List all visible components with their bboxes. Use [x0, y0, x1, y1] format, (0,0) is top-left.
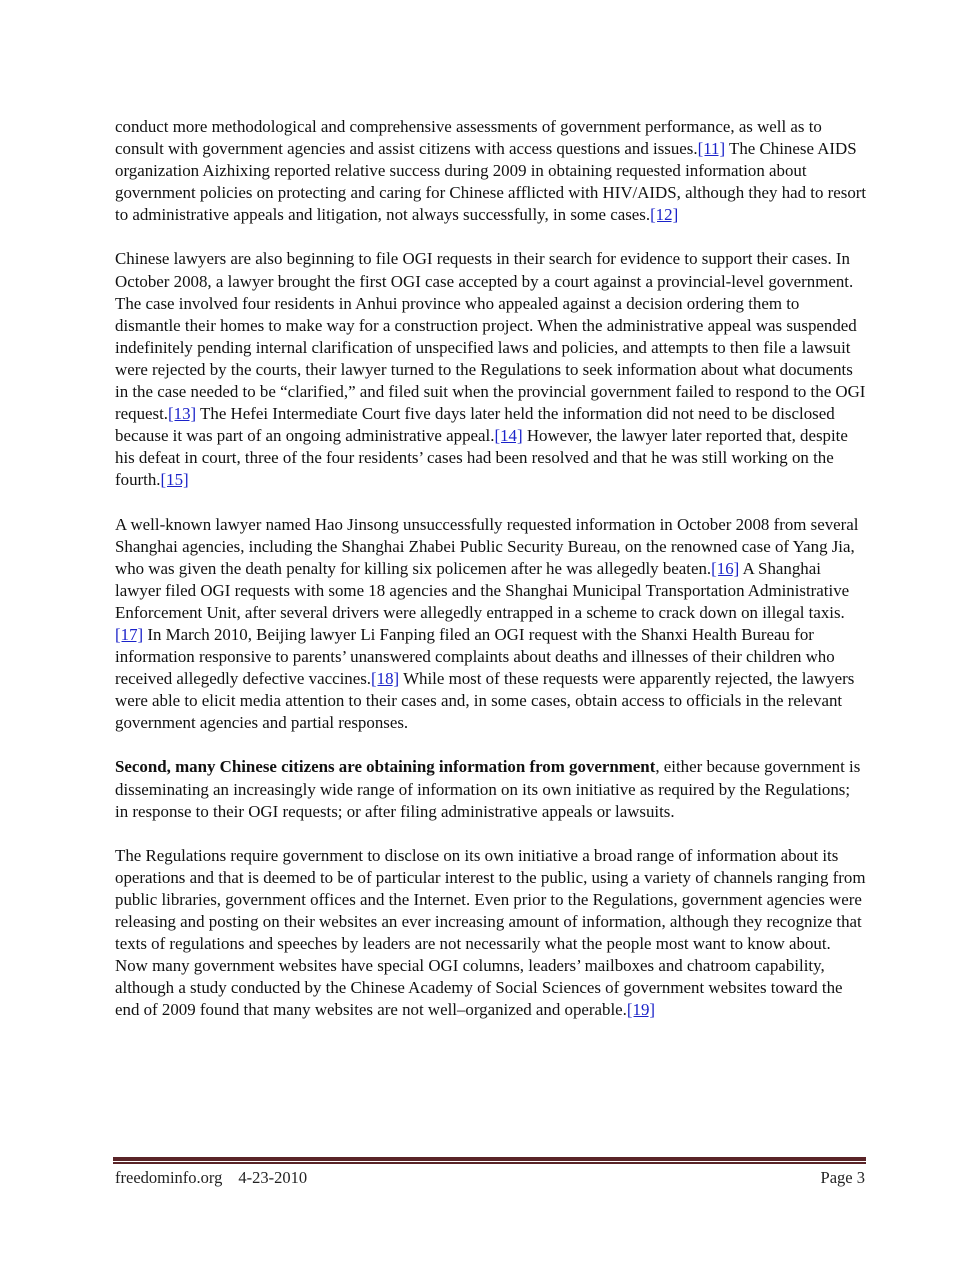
footnote-link[interactable]: [15]: [160, 470, 189, 490]
footnote-link[interactable]: [17]: [115, 624, 144, 644]
bold-lead-text: Second, many Chinese citizens are obtaining information from government: [115, 757, 656, 777]
footer-rule: [113, 1157, 866, 1164]
footnote-link[interactable]: [11]: [697, 139, 726, 159]
text-run: However, the lawyer later reported that, despite his defeat in court, three of the four residents’ cases had been resolved and that he was still working on the fourth.: [115, 426, 848, 490]
page-footer: [115, 1168, 865, 1190]
footnote-link[interactable]: [12]: [650, 205, 679, 225]
body-text: [115, 116, 867, 1043]
text-run: A Shanghai lawyer filed OGI requests with some 18 agencies and the Shanghai Municipal Transportation Administrative Enforcement Unit, after several drivers were allegedly entrapped in a scheme to crack down on illegal taxis.: [115, 558, 850, 622]
footer-rule-thick: [113, 1157, 866, 1161]
footnote-link[interactable]: [13]: [168, 404, 197, 424]
footnote-link[interactable]: [18]: [371, 669, 400, 689]
text-run: While most of these requests were apparently rejected, the lawyers were able to elicit media attention to their cases and, in some cases, obtain access to officials in the relevant government agencies and partial responses.: [115, 669, 855, 733]
footer-date: 4-23-2010: [238, 1168, 308, 1187]
paragraph: [115, 756, 867, 822]
footer-left: [115, 1168, 307, 1188]
footer-site: freedominfo.org: [115, 1168, 223, 1187]
text-run: The Regulations require government to disclose on its own initiative a broad range of information about its operations and that is deemed to be of particular interest to the public, using a variety of channels ranging from public libraries, government offices and the Internet. Even prior to the Regulations, government agencies were releasing and posting on their websites an ever increasing amount of information, although they recognize that texts of regulations and speeches by leaders are not necessarily what the people most want to know about. Now many government websites have special OGI columns, leaders’ mailboxes and chatroom capability, although a study conducted by the Chinese Academy of Social Sciences of government websites toward the end of 2009 found that many websites are not well–organized and operable.: [115, 845, 866, 1020]
paragraph: [115, 514, 867, 735]
text-run: , either because government is disseminating an increasingly wide range of information on its own initiative as required by the Regulations; in response to their OGI requests; or after filing administrative appeals or lawsuits.: [115, 757, 861, 821]
paragraph: [115, 845, 867, 1022]
paragraph: [115, 116, 867, 226]
footer-page-number: Page 3: [820, 1168, 865, 1187]
text-run: A well-known lawyer named Hao Jinsong unsuccessfully requested information in October 2008 from several Shanghai agencies, including the Shanghai Zhabei Public Security Bureau, on the renowned case of Yang Jia, who was given the death penalty for killing six policemen after he was allegedly beaten.: [115, 514, 859, 578]
text-run: The Hefei Intermediate Court five days later held the information did not need to be disclosed because it was part of an ongoing administrative appeal.: [115, 404, 835, 446]
footer-rule-thin: [113, 1162, 866, 1164]
footnote-link[interactable]: [16]: [711, 558, 740, 578]
paragraph: [115, 248, 867, 491]
text-run: Chinese lawyers are also beginning to file OGI requests in their search for evidence to support their cases. In October 2008, a lawyer brought the first OGI case accepted by a court against a provincial-level government. The case involved four residents in Anhui province who appealed against a decision ordering them to dismantle their homes to make way for a construction project. When the administrative appeal was suspended indefinitely pending internal clarification of unspecified laws and policies, and attempts to then file a lawsuit were rejected by the courts, their lawyer turned to the Regulations to seek information about what documents in the case needed to be “clarified,” and filed suit when the provincial government failed to respond to the OGI request.: [115, 249, 866, 424]
text-run: conduct more methodological and comprehensive assessments of government performance, as well as to consult with government agencies and assist citizens with access questions and issues.: [115, 117, 822, 159]
footnote-link[interactable]: [14]: [494, 426, 523, 446]
footnote-link[interactable]: [19]: [626, 1000, 656, 1020]
text-run: The Chinese AIDS organization Aizhixing reported relative success during 2009 in obtaining requested information about government policies on protecting and caring for Chinese afflicted with HIV/AIDS, although they had to resort to administrative appeals and litigation, not always successfully, in some cases.: [115, 139, 867, 225]
text-run: In March 2010, Beijing lawyer Li Fanping filed an OGI request with the Shanxi Health Bureau for information responsive to parents’ unanswered complaints about deaths and illnesses of their children who received allegedly defective vaccines.: [115, 624, 835, 689]
